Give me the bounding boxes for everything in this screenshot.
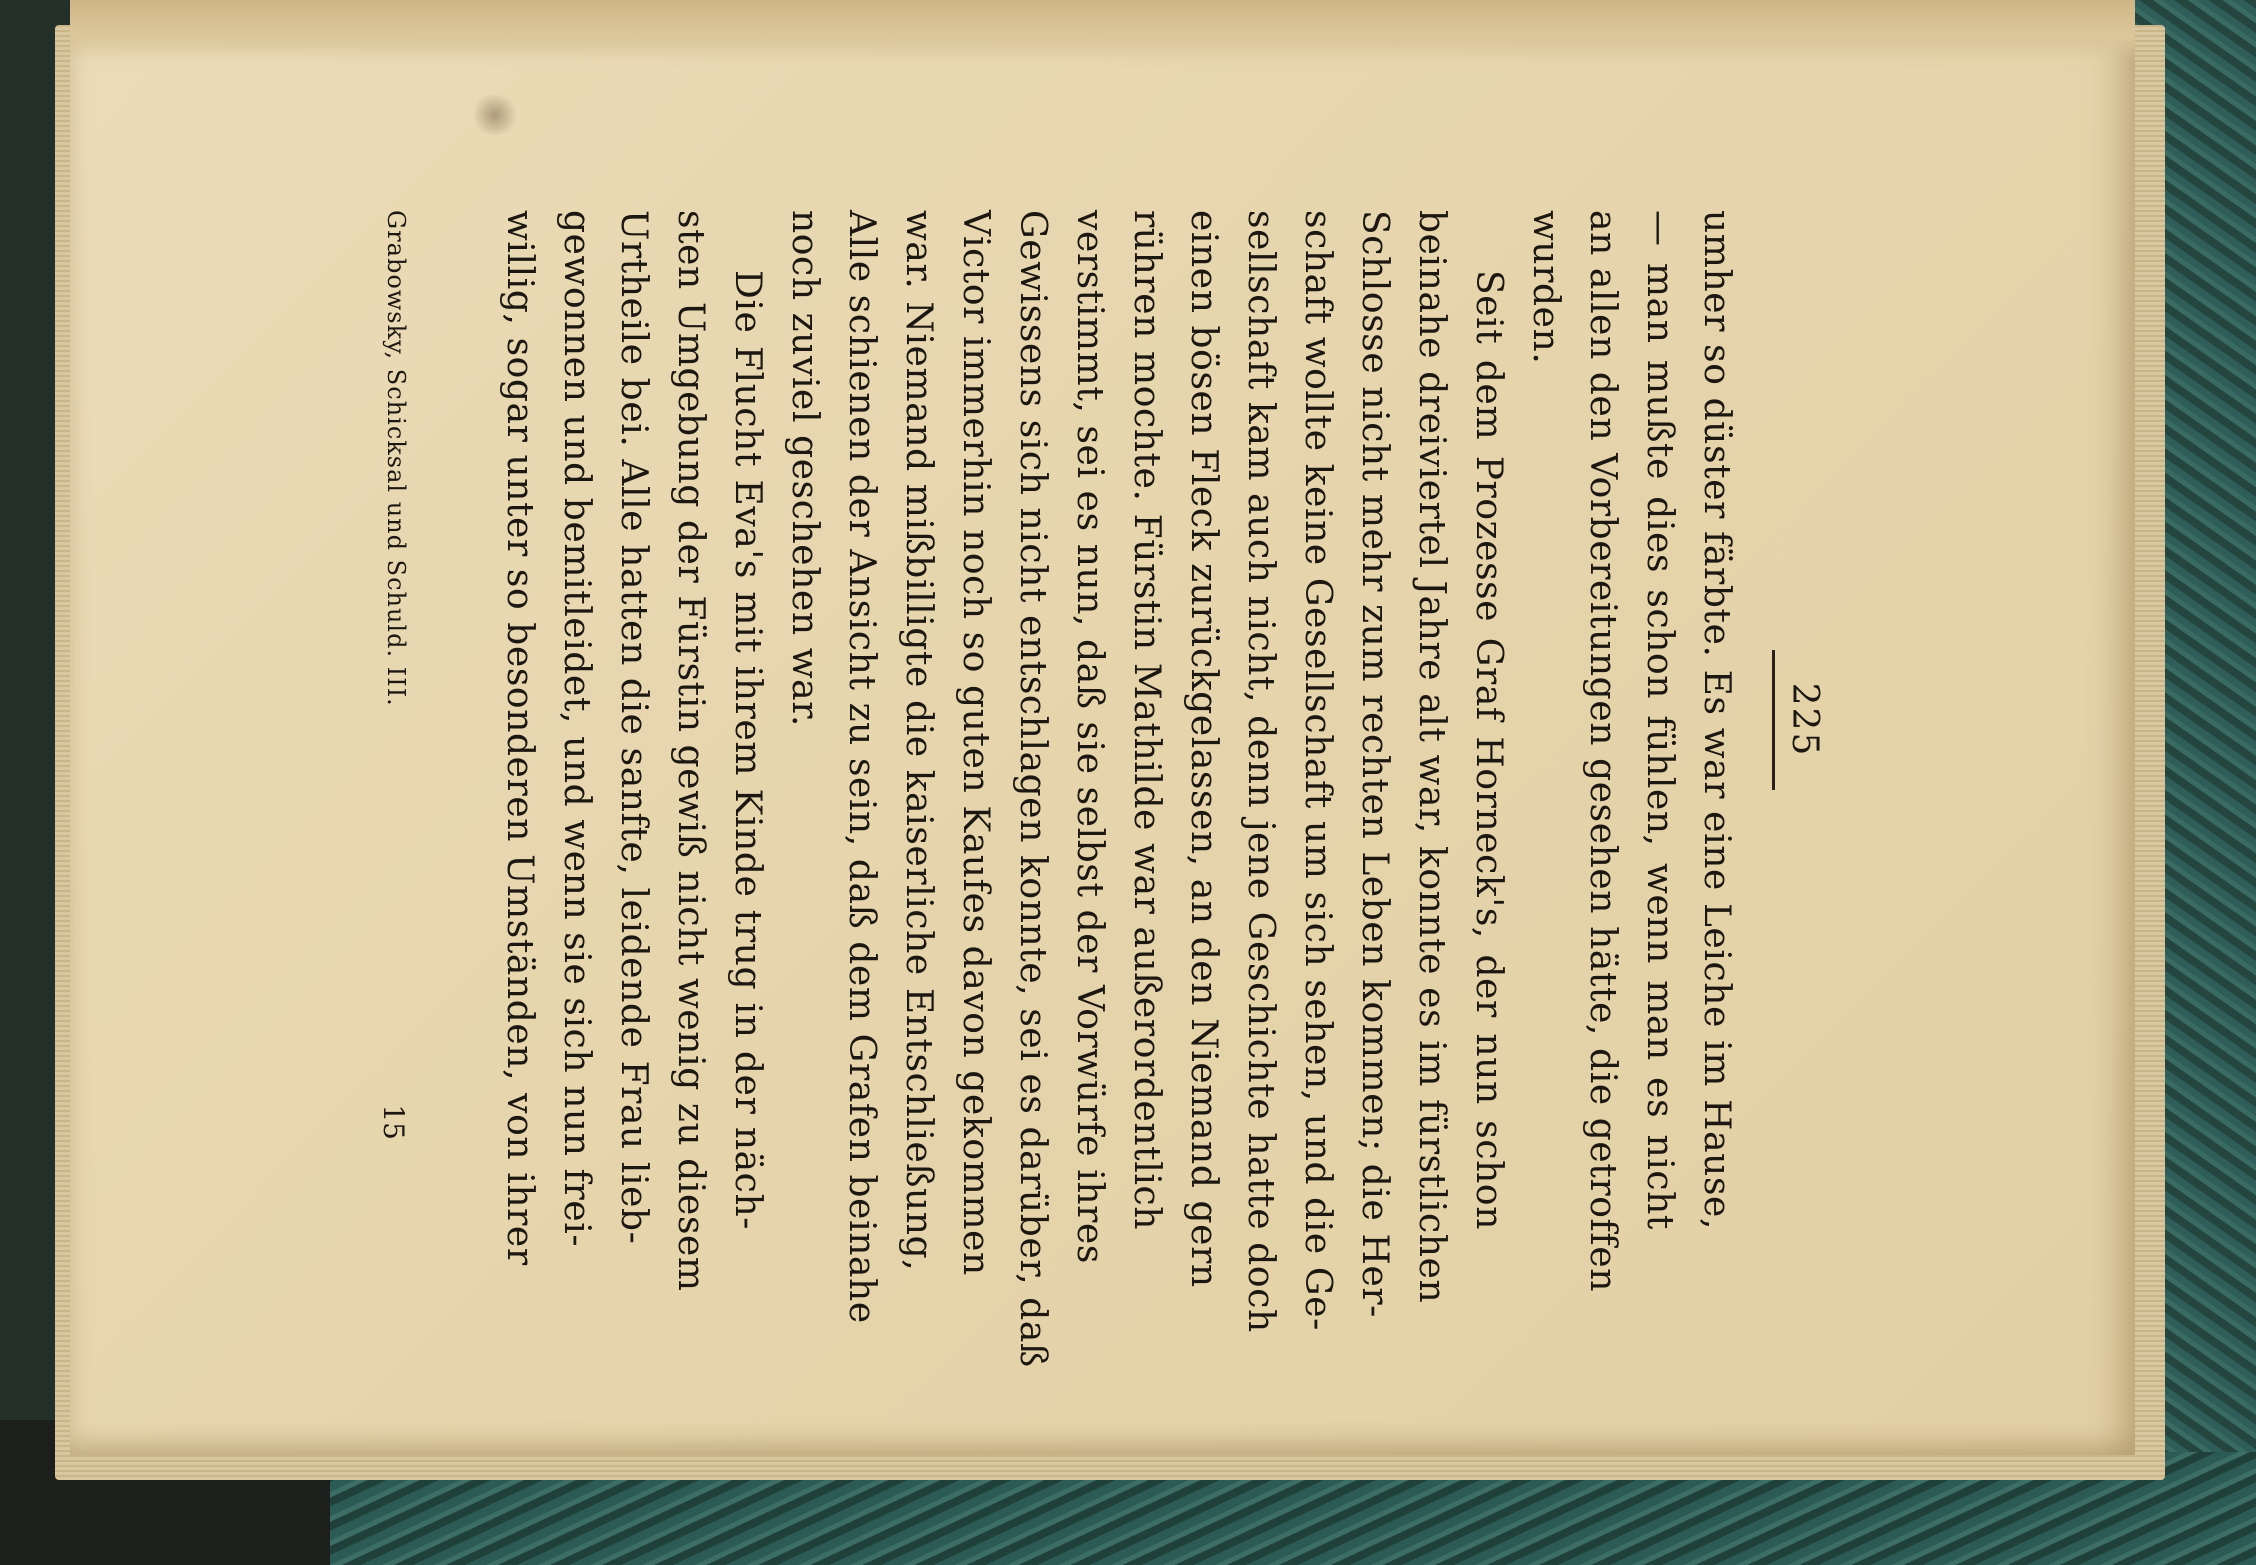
footer-sheet-number: 15 [377, 1104, 410, 1140]
text-line: noch zuviel geschehen war. [784, 210, 825, 728]
book-gutter [70, 0, 2135, 60]
text-line: Die Flucht Eva's mit ihrem Kinde trug in der näch- [727, 270, 768, 1230]
text-line: Schlosse nicht mehr zum rechten Leben kommen; die Her- [1354, 210, 1395, 1318]
text-line: beinahe dreiviertel Jahre alt war, konnte es im fürstlichen [1411, 210, 1452, 1304]
text-line: war. Niemand mißbilligte die kaiserliche Entschließung, [898, 210, 939, 1272]
text-line: rühren mochte. Fürstin Mathilde war außerordentlich [1126, 210, 1167, 1230]
text-line: Alle schienen der Ansicht zu sein, daß dem Grafen beinahe [841, 210, 882, 1324]
text-line: verstimmt, sei es nun, daß sie selbst der Vorwürfe ihres [1069, 210, 1110, 1264]
text-line: Urtheile bei. Alle hatten die sanfte, leidende Frau lieb- [613, 210, 654, 1245]
page-number-rule [1772, 650, 1775, 790]
text-line: — man mußte dies schon fühlen, wenn man es nicht [1639, 210, 1680, 1230]
text-line: Victor immerhin noch so guten Kaufes davon gekommen [955, 210, 996, 1276]
text-line: schaft wollte keine Gesellschaft um sich sehen, und die Ge- [1297, 210, 1338, 1331]
text-line: Gewissens sich nicht entschlagen konnte, sei es darüber, daß [1012, 210, 1053, 1368]
rotated-page-content [350, 210, 1850, 1368]
text-line: sten Umgebung der Fürstin gewiß nicht wenig zu diesem [670, 210, 711, 1292]
page-number: 225 [1784, 682, 1825, 758]
page-footer [370, 210, 410, 1230]
body-text [491, 210, 1745, 1368]
text-line: wurden. [1525, 210, 1566, 365]
text-line: willig, sogar unter so besonderen Umständen, von ihrer [499, 210, 540, 1266]
page-smudge [470, 95, 520, 135]
text-line: einen bösen Fleck zurückgelassen, an den Niemand gern [1183, 210, 1224, 1288]
text-line: umher so düster färbte. Es war eine Leiche im Hause, [1696, 210, 1737, 1230]
text-line: sellschaft kam auch nicht, denn jene Geschichte hatte doch [1240, 210, 1281, 1333]
text-line: gewonnen und bemitleidet, und wenn sie sich nun frei- [556, 210, 597, 1248]
text-line: an allen den Vorbereitungen gesehen hätte, die getroffen [1582, 210, 1623, 1293]
text-line: Seit dem Prozesse Graf Horneck's, der nun schon [1468, 270, 1509, 1230]
footer-signature: Grabowsky, Schicksal und Schuld. III. [382, 210, 410, 707]
